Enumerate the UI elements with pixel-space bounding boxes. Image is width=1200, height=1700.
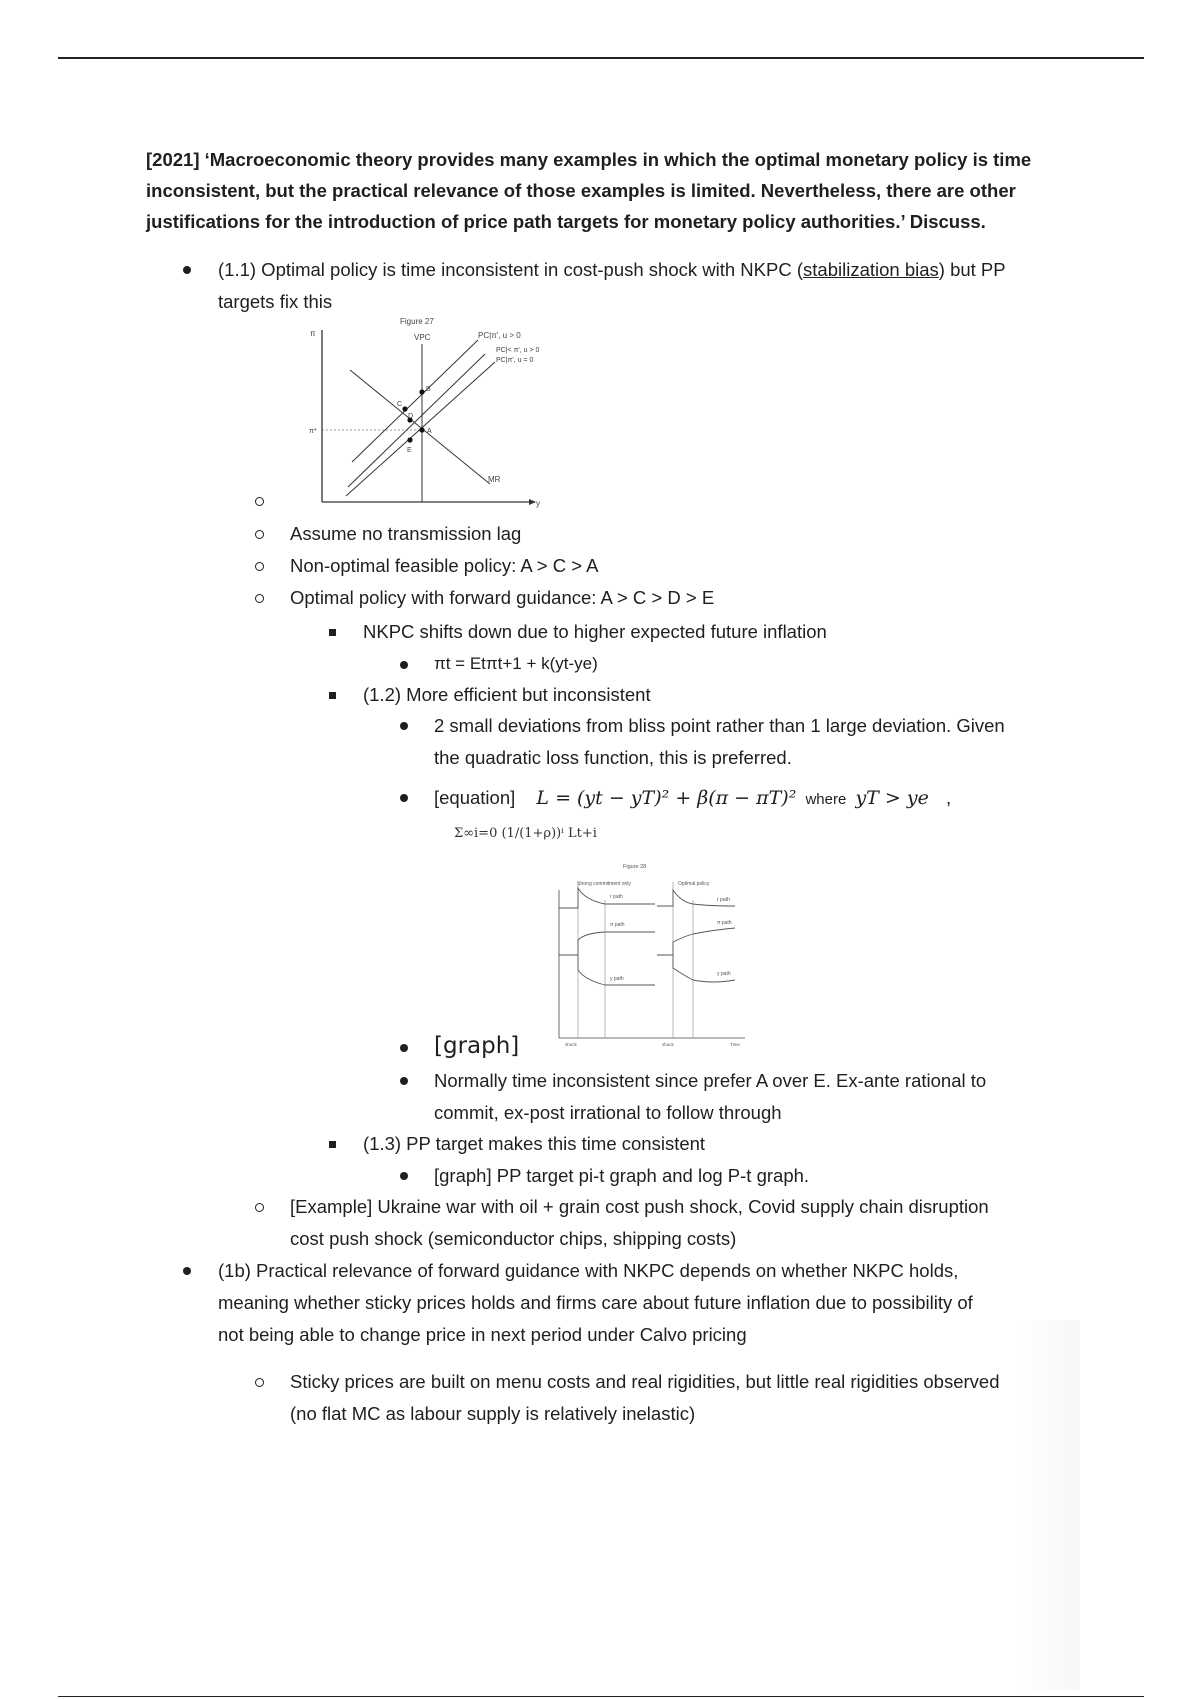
third-level-bullet [329, 629, 336, 636]
fig27-pc1: PC|π', u > 0 [478, 331, 521, 340]
fourth-level-bullet [400, 661, 408, 669]
target-condition: yT > ye [855, 787, 929, 809]
sub-bullet-circle [255, 1378, 264, 1387]
point-1b: the quadratic loss function, this is preferred. [434, 747, 792, 768]
fig28-shock-right: shock [662, 1042, 674, 1047]
fig27-vpc: VPC [414, 333, 431, 342]
fig27-pistar: π* [309, 428, 317, 435]
fig28-xlabel: Time [730, 1042, 740, 1047]
essay-question: [2021] ‘Macroeconomic theory provides many examples in which the optimal monetary policy is time inconsistent, but the practical relevance of those examples is limited. Nevertheless, there are other justifications for the introduction of price path targets for monetary policy authorities.’ Discuss. [146, 149, 1032, 232]
point-1a: 2 small deviations from bliss point rather than 1 large deviation. Given [434, 715, 1005, 736]
sub-bullet-circle [255, 562, 264, 571]
fig27-pc3: PC|π', u = 0 [496, 357, 534, 364]
point-5: [graph] PP target pi-t graph and log P-t graph. [434, 1165, 810, 1186]
point-4b: commit, ex-post irrational to follow through [434, 1102, 782, 1123]
fig28-y-right: y path [717, 971, 731, 977]
sub-bullet-circle [255, 497, 264, 506]
sub-bullet-1: Assume no transmission lag [290, 523, 522, 544]
fig27-point-c: C [397, 401, 403, 408]
sub-bullet-5a: Sticky prices are built on menu costs and real rigidities, but little real rigidities observed [290, 1371, 1000, 1392]
bullet-2c: not being able to change price in next period under Calvo pricing [218, 1324, 747, 1345]
fourth-level-bullet [400, 1172, 408, 1180]
fourth-level-bullet [400, 1044, 408, 1052]
loss-function: L = (yt − yT)² + β(π − πT)² [536, 787, 797, 809]
fig28-right-head: Optimal policy [678, 881, 710, 887]
comma: , [945, 787, 952, 808]
fig27-mr: MR [488, 475, 501, 484]
stabilization-bias-link[interactable]: stabilization bias [803, 259, 939, 280]
sub-bullet-2: Non-optimal feasible policy: A > C > A [290, 555, 599, 576]
fig27-point-a: A [427, 428, 432, 435]
where-word: where [805, 791, 847, 808]
page-shade [1020, 1320, 1080, 1690]
equation-line [434, 782, 951, 816]
fig28-pi-right: π path [717, 920, 732, 926]
third-level-2: (1.2) More efficient but inconsistent [363, 684, 651, 705]
fig27-xlabel: y [536, 499, 540, 508]
footer-rule [58, 1696, 1144, 1697]
fig28-r-left: r path [610, 894, 623, 900]
fig28-title: Figure 28 [623, 864, 647, 870]
bullet-disc [183, 1267, 191, 1275]
figure-27-graph [300, 312, 560, 512]
fig28-r-right: r path [717, 897, 730, 903]
equation-label: [equation] [434, 787, 516, 808]
third-level-1: NKPC shifts down due to higher expected future inflation [363, 621, 827, 642]
graph-placeholder: [graph] [434, 1033, 520, 1059]
bullet-2b: meaning whether sticky prices holds and firms care about future inflation due to possibility of [218, 1292, 973, 1313]
header-rule [58, 57, 1144, 59]
fig28-shock-left: shock [565, 1042, 577, 1047]
bullet-1-post: ) but PP [938, 259, 1006, 280]
fig28-pi-left: π path [610, 922, 625, 928]
example-b: cost push shock (semiconductor chips, shipping costs) [290, 1228, 737, 1249]
point-4a: Normally time inconsistent since prefer A over E. Ex-ante rational to [434, 1070, 987, 1091]
sub-bullet-circle [255, 530, 264, 539]
fourth-level-bullet [400, 1077, 408, 1085]
bullet-1-text [218, 254, 1006, 286]
third-level-bullet [329, 692, 336, 699]
discounted-sum: Σ∞i=0 (1/(1+ρ))ⁱ Lt+i [454, 826, 597, 841]
fig27-pc2: PC|< π', u > 0 [496, 347, 540, 354]
bullet-1-pre: (1.1) Optimal policy is time inconsistent in cost-push shock with NKPC ( [218, 259, 804, 280]
third-level-3: (1.3) PP target makes this time consistent [363, 1133, 706, 1154]
sub-bullet-circle [255, 594, 264, 603]
bullet-disc [183, 266, 191, 274]
fig27-ylabel: π [310, 329, 316, 338]
fig28-left-head: Strong commitment only [577, 881, 631, 887]
example-a: [Example] Ukraine war with oil + grain cost push shock, Covid supply chain disruption [290, 1196, 989, 1217]
fig27-point-d: D [408, 413, 414, 420]
fig27-title: Figure 27 [400, 317, 434, 326]
bullet-1-cont: targets fix this [218, 291, 333, 312]
bullet-2a: (1b) Practical relevance of forward guidance with NKPC depends on whether NKPC holds, [218, 1260, 959, 1281]
third-level-bullet [329, 1141, 336, 1148]
sub-bullet-5b: (no flat MC as labour supply is relatively inelastic) [290, 1403, 696, 1424]
fourth-level-bullet [400, 722, 408, 730]
sub-bullet-3: Optimal policy with forward guidance: A > C > D > E [290, 587, 715, 608]
fig28-y-left: y path [610, 976, 624, 982]
figure-28-graph [545, 860, 750, 1055]
fourth-level-bullet [400, 794, 408, 802]
fig27-point-b: B [426, 386, 431, 393]
nkpc-equation: πt = Etπt+1 + k(yt-ye) [434, 654, 598, 673]
fig27-point-e: E [407, 447, 412, 454]
sub-bullet-circle [255, 1203, 264, 1212]
